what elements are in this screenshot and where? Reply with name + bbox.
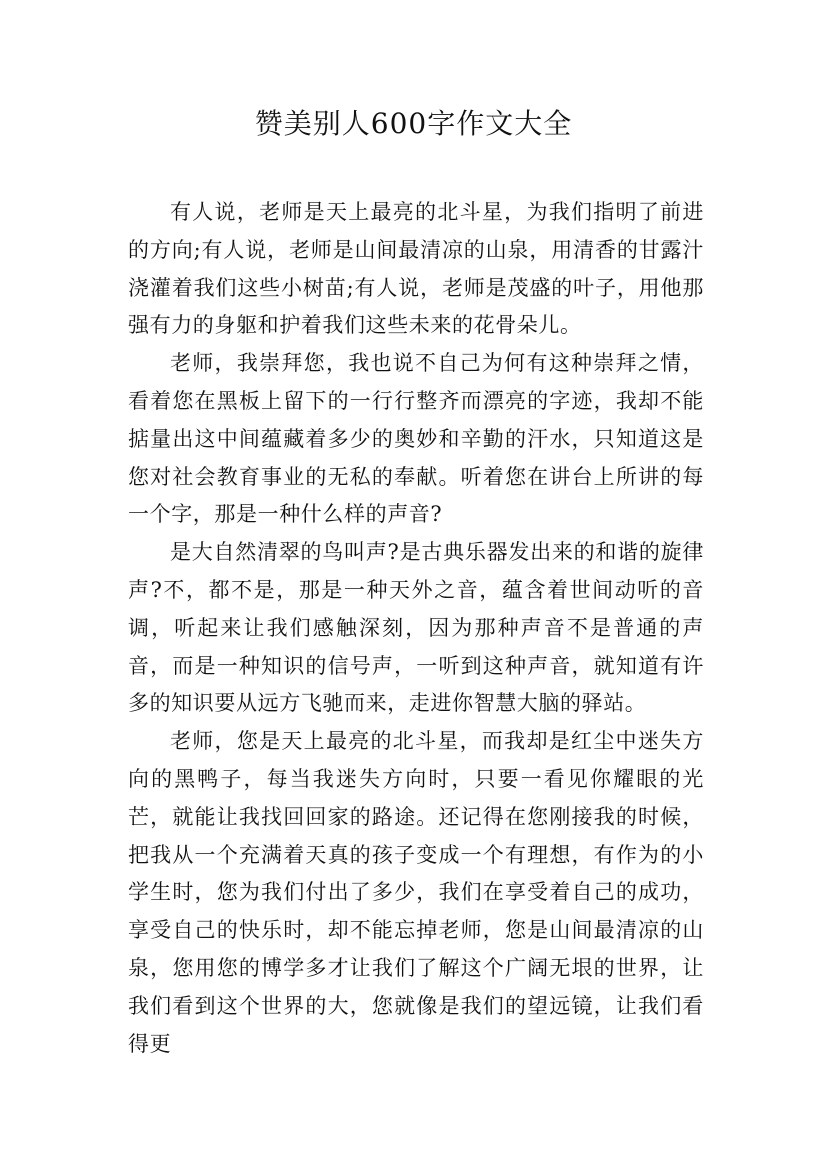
paragraph-3: 是大自然清翠的鸟叫声?是古典乐器发出来的和谐的旋律声?不，都不是，那是一种天外之音，蕴含着世间动听的音调，听起来让我们感触深刻，因为那种声音不是普通的声音，而是一种知识的信号声，一听到这种声音，就知道有许多的知识要从远方飞驰而来，走进你智慧大脑的驿站。 xyxy=(128,540,704,716)
paragraph-4: 老师，您是天上最亮的北斗星，而我却是红尘中迷失方向的黑鸭子，每当我迷失方向时，只要一看见你耀眼的光芒，就能让我找回回家的路途。还记得在您刚接我的时候，把我从一个充满着天真的孩子变成一个有理想，有作为的小学生时，您为我们付出了多少，我们在享受着自己的成功，享受自己的快乐时，却不能忘掉老师，您是山间最清凉的山泉，您用您的博学多才让我们了解这个广阔无垠的世界，让我们看到这个世界的大，您就像是我们的望远镜，让我们看得更 xyxy=(128,729,704,1056)
document-body xyxy=(128,194,704,1063)
paragraph-1: 有人说，老师是天上最亮的北斗星，为我们指明了前进的方向;有人说，老师是山间最清凉的山泉，用清香的甘露汁浇灌着我们这些小树苗;有人说，老师是茂盛的叶子，用他那强有力的身躯和护着我们这些未来的花骨朵儿。 xyxy=(128,200,704,338)
paragraph-2: 老师，我崇拜您，我也说不自己为何有这种崇拜之情，看着您在黑板上留下的一行行整齐而漂亮的字迹，我却不能掂量出这中间蕴藏着多少的奥妙和辛勤的汗水，只知道这是您对社会教育事业的无私的奉献。听着您在讲台上所讲的每一个字，那是一种什么样的声音? xyxy=(128,351,704,527)
document-title: 赞美别人600字作文大全 xyxy=(254,107,573,140)
